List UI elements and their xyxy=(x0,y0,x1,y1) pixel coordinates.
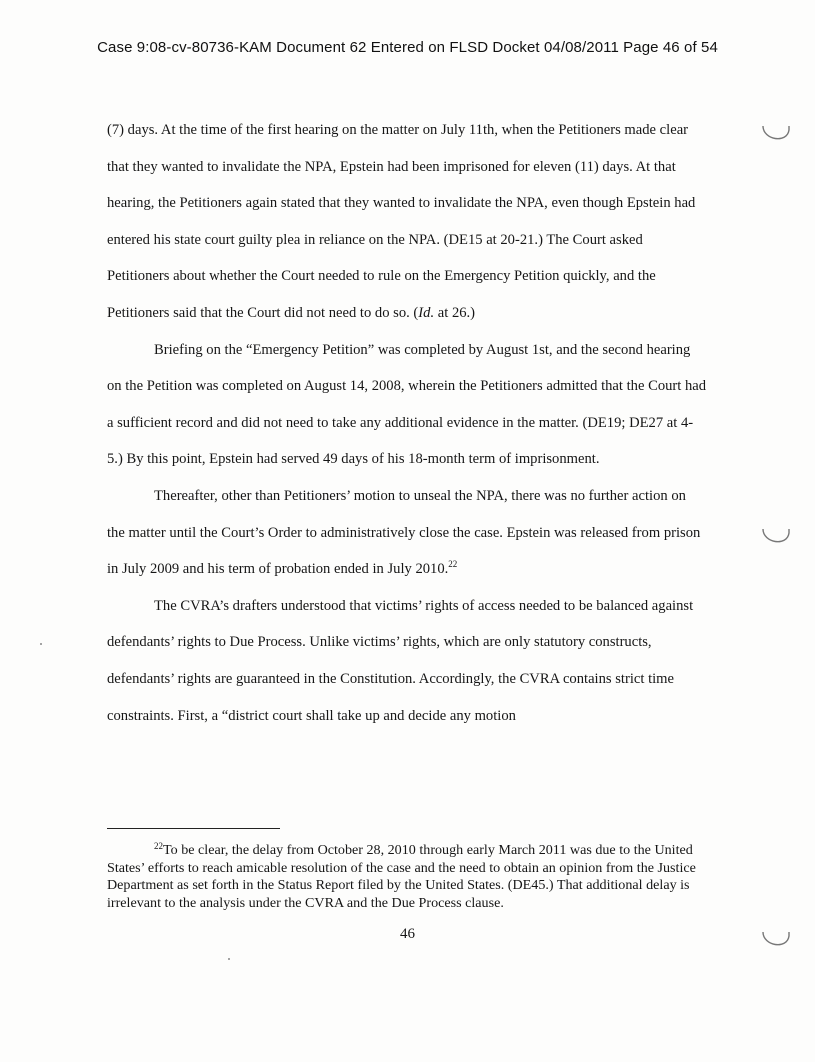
footnote-number: 22 xyxy=(154,841,163,851)
punch-hole-mark-icon xyxy=(761,124,791,146)
footnote-divider xyxy=(107,828,280,829)
case-header: Case 9:08-cv-80736-KAM Document 62 Entered on FLSD Docket 04/08/2011 Page 46 of 54 xyxy=(97,39,718,56)
footnote-text: To be clear, the delay from October 28, 2010 through early March 2011 was due to the United States’ efforts to reach amicable resolution of the case and the need to obtain an opinion from the Justice Department as set forth in the Status Report filed by the United States. (DE45.) That additional delay is irrelevant to the analysis under the CVRA and the Due Process clause. xyxy=(107,842,696,911)
footnote-reference: 22 xyxy=(448,559,458,570)
paragraph-3 xyxy=(107,478,707,588)
punch-hole-mark-icon xyxy=(761,930,791,952)
paragraph-3-text: Thereafter, other than Petitioners’ motion to unseal the NPA, there was no further action on the matter until the Court’s Order to administratively close the case. Epstein was released from prison in July 2009 and his term of probation ended in July 2010. xyxy=(107,487,701,578)
paragraph-1-tail: at 26.) xyxy=(434,304,476,321)
punch-hole-mark-icon xyxy=(761,527,791,549)
paragraph-4: The CVRA’s drafters understood that victims’ rights of access needed to be balanced against defendants’ rights to Due Process. Unlike victims’ rights, which are only statutory constructs, defendants’ rights are guaranteed in the Constitution. Accordingly, the CVRA contains strict time constraints. First, a “district court shall take up and decide any motion xyxy=(107,597,694,724)
page-number: 46 xyxy=(400,926,415,942)
paragraph-1 xyxy=(107,112,707,332)
body-text xyxy=(107,112,707,734)
scan-speck xyxy=(228,958,230,960)
paragraph-1-text: (7) days. At the time of the first hearing on the matter on July 11th, when the Petitioners made clear that they wanted to invalidate the NPA, Epstein had been imprisoned for eleven (11) days. At that hearing, the Petitioners again stated that they wanted to invalidate the NPA, even though Epstein had entered his state court guilty plea in reliance on the NPA. (DE15 at 20-21.) The Court asked Petitioners about whether the Court needed to rule on the Emergency Petition quickly, and the Petitioners said that the Court did not need to do so. ( xyxy=(107,122,696,321)
id-citation: Id. xyxy=(418,304,435,321)
scan-speck xyxy=(40,643,42,645)
paragraph-2: Briefing on the “Emergency Petition” was completed by August 1st, and the second hearing on the Petition was completed on August 14, 2008, wherein the Petitioners admitted that the Court had a sufficient record and did not need to take any additional evidence in the matter. (DE19; DE27 at 4-5.) By this point, Epstein had served 49 days of his 18-month term of imprisonment. xyxy=(107,341,707,468)
footnote xyxy=(107,842,712,912)
